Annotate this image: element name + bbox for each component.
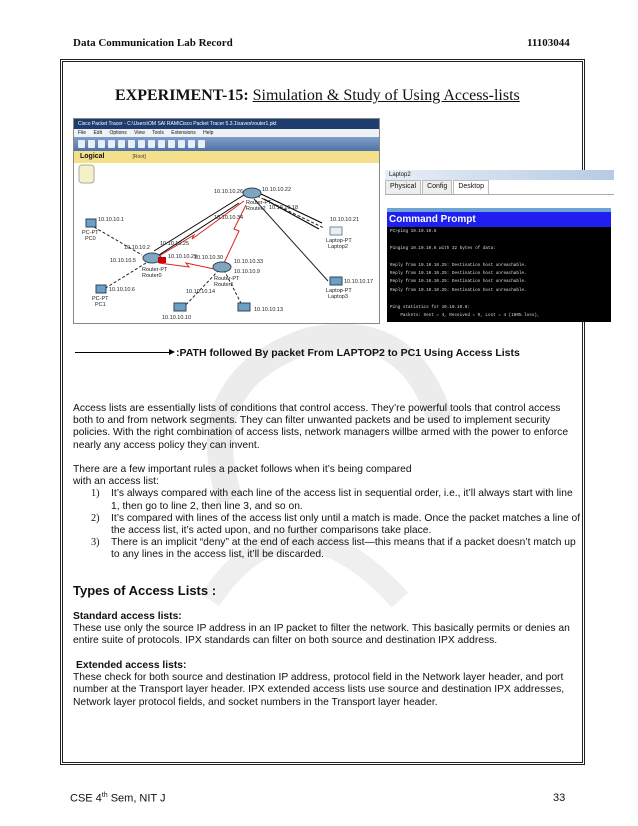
device-label: Laptop3 — [328, 294, 348, 300]
root-label: [Root] — [132, 154, 146, 160]
palette-icon[interactable] — [198, 140, 205, 148]
router2[interactable] — [243, 188, 261, 198]
extended-section — [73, 660, 583, 709]
packet-tracer-screenshot — [73, 118, 380, 324]
router1[interactable] — [213, 262, 231, 272]
pt-menu-item[interactable]: Help — [203, 130, 214, 136]
laptop-window-title: Laptop2 — [385, 170, 614, 180]
link — [104, 263, 146, 289]
header-right: 11103044 — [527, 37, 570, 49]
zoom-in-icon[interactable] — [168, 140, 175, 148]
title-prefix: EXPERIMENT-15: — [115, 87, 249, 104]
arrow-icon — [75, 352, 170, 353]
device-type: Router-PT — [142, 267, 168, 273]
footer-institute: Sem, NIT J — [107, 792, 166, 805]
ip-label: 10.10.10.22 — [262, 187, 292, 193]
device-type: Laptop-PT — [326, 238, 352, 244]
undo-icon[interactable] — [148, 140, 155, 148]
pt-window-title: Cisco Packet Tracer - C:\Users\OM SAI RAM\Cisco Packet Tracer 5.3.1\saves\router1.pkt — [74, 119, 379, 129]
device-label: Router0 — [142, 273, 162, 279]
page-number: 33 — [553, 792, 566, 804]
command-output — [387, 227, 611, 321]
rules-list — [73, 488, 583, 561]
ip-label: 10.10.10.17 — [344, 279, 374, 285]
serial-link — [159, 263, 219, 270]
extended-heading: Extended access lists: — [76, 660, 187, 671]
device-label: Laptop2 — [328, 244, 348, 250]
footer-left — [70, 792, 166, 805]
standard-heading: Standard access lists: — [73, 611, 182, 622]
pt-menu-item[interactable]: Tools — [152, 130, 164, 136]
extended-text: These check for both source and destination IP address, protocol field in the Network layer header, and port number at the Transport layer header. IPX extended access lists use source and destination IPX addresses, Network layer protocol fields, and socket numbers in the Transport layer header. — [73, 672, 565, 708]
device-label: PC1 — [95, 302, 106, 308]
pt-menu-item[interactable]: View — [134, 130, 145, 136]
ip-label: 10.10.10.1 — [98, 217, 124, 223]
laptop-b[interactable] — [238, 303, 250, 311]
pt-workspace-bar — [74, 151, 379, 163]
command-prompt-title: Command Prompt — [387, 212, 611, 227]
standard-section — [73, 611, 583, 648]
device-type: Laptop-PT — [326, 288, 352, 294]
output-line — [390, 295, 608, 303]
laptop-tabs — [385, 180, 614, 195]
ip-label: 10.10.10.5 — [110, 258, 136, 264]
intro-paragraph: Access lists are essentially lists of conditions that control access. They’re powerful tools that control access both to and from network segments. They can filter unwanted packets and be used to implement security policies. With the right combination of access lists, network managers willbe armed with the power to enforce nearly any access policy they can invent. — [73, 403, 569, 451]
list-text: There is an implicit “deny” at the end of each access list—this means that if a packet doesn’t match up to any lines in the access list, it’ll be discarded. — [111, 537, 576, 561]
command-prompt[interactable] — [387, 208, 611, 322]
pt-menu-bar — [74, 129, 379, 137]
ip-label: 10.10.10.9 — [234, 269, 260, 275]
ip-label: 10.10.10.14 — [186, 289, 216, 295]
device-type: Router-PT — [214, 276, 240, 282]
pc0[interactable] — [86, 219, 96, 227]
ip-label: 10.10.10.29 — [168, 254, 198, 260]
output-line: Reply from 10.10.10.25: Destination host unreachable. — [390, 287, 527, 293]
output-line: Reply from 10.10.10.25: Destination host unreachable. — [390, 271, 527, 277]
list-item — [73, 488, 583, 512]
tab-desktop[interactable]: Desktop — [453, 180, 489, 194]
page-title — [115, 87, 520, 105]
ip-label: 10.10.10.34 — [214, 215, 244, 221]
pt-menu-item[interactable]: Options — [109, 130, 127, 136]
cluster-icon — [79, 165, 94, 183]
ip-label: 10.10.10.25 — [160, 241, 190, 247]
list-number: 2) — [91, 512, 100, 524]
device-type: PC-PT — [92, 296, 109, 302]
types-heading: Types of Access Lists : — [73, 583, 217, 598]
list-item — [73, 513, 583, 537]
redo-icon[interactable] — [158, 140, 165, 148]
ip-label: 10.10.10.18 — [269, 205, 299, 211]
title-text: Simulation & Study of Using Access-lists — [252, 87, 520, 104]
tab-physical[interactable]: Physical — [385, 180, 421, 194]
ip-label: 10.10.10.6 — [109, 287, 135, 293]
output-line — [390, 236, 608, 244]
device-label: PC0 — [85, 236, 96, 242]
pc1[interactable] — [96, 285, 106, 293]
rules-intro: There are a few important rules a packet follows when it’s being compared — [73, 464, 412, 475]
new-icon[interactable] — [78, 140, 85, 148]
print-icon[interactable] — [108, 140, 115, 148]
device-type: Router-PT — [246, 200, 272, 206]
rules-intro-2: with an access list: — [73, 476, 159, 488]
output-line: Pinging 10.10.10.6 with 32 bytes of data: — [390, 245, 496, 251]
laptop3[interactable] — [330, 277, 342, 285]
list-number: 1) — [91, 488, 100, 500]
rules-section — [73, 464, 583, 562]
network-topology — [74, 163, 379, 323]
figure-caption: :PATH followed By packet From LAPTOP2 to PC1 Using Access Lists — [176, 347, 520, 359]
pt-menu-item[interactable]: File — [78, 130, 87, 136]
device-label: Router1 — [214, 282, 234, 288]
router0[interactable] — [143, 253, 166, 263]
device-label: Router2 — [246, 206, 266, 212]
paste-icon[interactable] — [138, 140, 145, 148]
device-type: PC-PT — [82, 230, 99, 236]
list-text: It’s compared with lines of the access list only until a match is made. Once the packet matches a line of the access list, it’s acted upon, and no further comparisons take place. — [111, 512, 581, 537]
footer-course: CSE 4 — [70, 792, 102, 805]
output-line: PC>ping 10.10.10.6 — [390, 229, 437, 234]
pt-menu-item[interactable]: Extensions — [171, 130, 196, 136]
zoom-reset-icon[interactable] — [178, 140, 185, 148]
path-arrow — [264, 199, 319, 229]
workspace-label[interactable]: Logical — [80, 153, 105, 160]
ip-label: 10.10.10.10 — [162, 315, 192, 321]
output-line: Reply from 10.10.10.25: Destination host unreachable. — [390, 262, 527, 268]
header-left: Data Communication Lab Record — [73, 37, 233, 49]
laptop2[interactable] — [330, 227, 342, 235]
save-icon[interactable] — [98, 140, 105, 148]
laptop2-window — [385, 170, 614, 322]
open-icon[interactable] — [88, 140, 95, 148]
list-item — [73, 537, 583, 561]
list-number: 3) — [91, 537, 100, 549]
tab-config[interactable]: Config — [422, 180, 452, 194]
standard-text: These use only the source IP address in an IP packet to filter the network. This basically permits or denies an entire suite of protocols. IPX standards can filter on both source and destination IPX address. — [73, 623, 570, 647]
ip-label: 10.10.10.33 — [234, 259, 264, 265]
output-line: Packets: Sent = 4, Received = 0, Lost = 4 (100% loss), — [390, 313, 540, 319]
output-line: Ping statistics for 10.10.10.6: — [390, 304, 470, 310]
ip-label: 10.10.10.2 — [124, 245, 150, 251]
ip-label: 10.10.10.26 — [214, 189, 244, 195]
list-text: It’s always compared with each line of the access list in sequential order, i.e., it’ll always start with line 1, then go to line 2, then line 3, and so on. — [111, 488, 573, 512]
zoom-out-icon[interactable] — [188, 140, 195, 148]
ip-label: 10.10.10.13 — [254, 307, 284, 313]
footer-sup: th — [101, 792, 108, 799]
output-line: Reply from 10.10.10.25: Destination host unreachable. — [390, 279, 527, 285]
laptop-a[interactable] — [174, 303, 186, 311]
ip-label: 10.10.10.30 — [194, 255, 224, 261]
ip-label: 10.10.10.21 — [330, 217, 360, 223]
pt-toolbar — [74, 137, 379, 151]
pt-menu-item[interactable]: Edit — [93, 130, 103, 136]
copy-icon[interactable] — [128, 140, 135, 148]
output-line — [390, 253, 608, 261]
path-arrow — [159, 203, 239, 255]
wizard-icon[interactable] — [118, 140, 125, 148]
